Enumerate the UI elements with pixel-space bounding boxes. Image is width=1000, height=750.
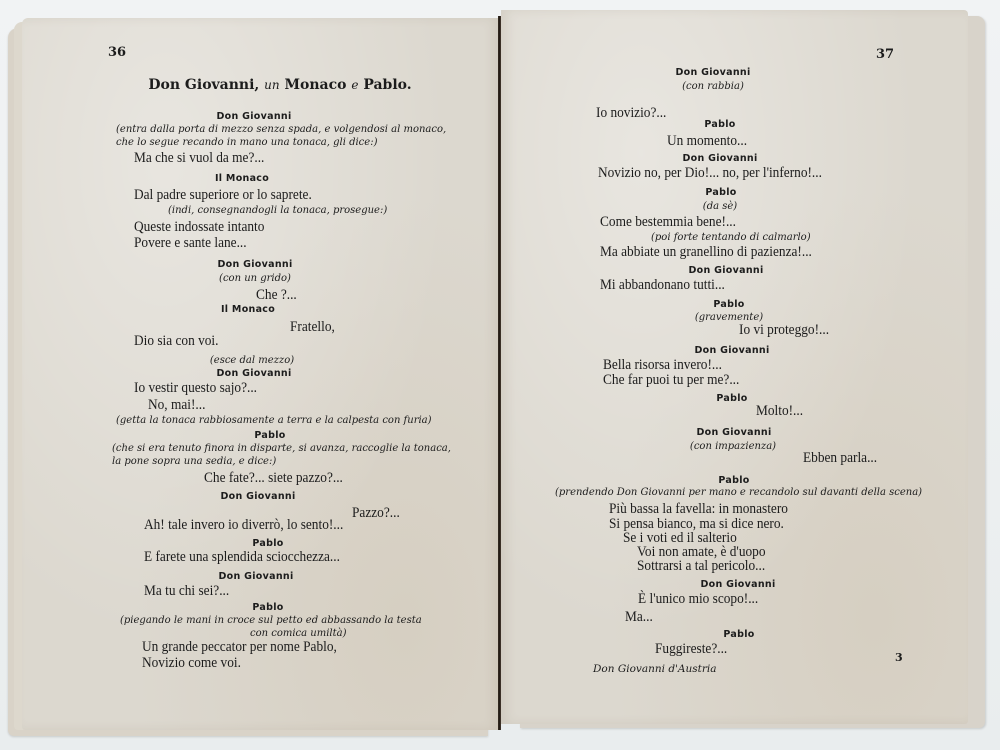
stage-direction: (con rabbia) [682,81,744,92]
signature-mark: 3 [895,651,903,664]
verse-line: Bella risorsa invero!... [603,357,722,373]
speaker-name: Pablo [718,475,750,486]
verse-line: Io vi proteggo!... [739,322,830,338]
verse-line: Un momento... [667,133,748,149]
speaker-name: Don Giovanni [216,368,292,379]
stage-direction: (piegando le mani in croce sul petto ed abbassando la testa [120,615,422,626]
verse-line: Ebben parla... [803,450,878,466]
verse-line: Voi non amate, è d'uopo [637,544,766,560]
book-gutter [498,16,501,730]
verse-line: Molto!... [756,403,804,419]
stage-direction: che lo segue recando in mano una tonaca, gli dice:) [116,137,378,148]
speaker-name: Don Giovanni [218,571,294,582]
speaker-name: Pablo [705,187,737,198]
stage-direction: la pone sopra una sedia, e dice:) [112,456,277,467]
speaker-name: Don Giovanni [675,67,751,78]
speaker-name: Pablo [254,430,286,441]
left-page [22,18,499,730]
running-footer-title: Don Giovanni d'Austria [593,663,717,675]
verse-line: Dal padre superiore or lo saprete. [134,187,312,203]
verse-line: Io vestir questo sajo?... [134,380,258,396]
verse-line: No, mai!... [148,397,206,413]
speaker-name: Don Giovanni [220,491,296,502]
speaker-name: Don Giovanni [696,427,772,438]
verse-line: Fuggireste?... [655,641,728,657]
stage-direction: (gravemente) [694,312,764,323]
stage-direction: (esce dal mezzo) [209,355,295,366]
verse-line: Si pensa bianco, ma si dice nero. [609,516,784,532]
scene-title-part: e [351,78,359,92]
verse-line: Se i voti ed il salterio [623,530,737,546]
verse-line: E farete una splendida sciocchezza... [144,549,340,565]
scene-title-part: Monaco [284,77,347,93]
scene-title-part: un [264,78,280,92]
verse-line: Ah! tale invero io diverrò, lo sento!... [144,517,344,533]
stage-direction: (entra dalla porta di mezzo senza spada, e volgendosi al monaco, [116,124,447,135]
speaker-name: Don Giovanni [694,345,770,356]
speaker-name: Il Monaco [214,173,270,184]
verse-line: Ma abbiate un granellino di pazienza!... [600,244,812,260]
speaker-name: Pablo [713,299,745,310]
speaker-name: Il Monaco [220,304,276,315]
verse-line: Povere e sante lane... [134,235,247,251]
stage-direction: (prendendo Don Giovanni per mano e recandolo sul davanti della scena) [555,487,923,498]
right-page [501,10,968,724]
stage-direction: (con un grido) [219,273,291,284]
verse-line: Queste indossate intanto [134,219,265,235]
verse-line: Novizio come voi. [142,655,241,671]
verse-line: È l'unico mio scopo!... [638,591,759,607]
verse-line: Dio sia con voi. [134,333,219,349]
verse-line: Pazzo?... [352,505,400,521]
verse-line: Fratello, [290,319,335,335]
verse-line: Mi abbandonano tutti... [600,277,725,293]
verse-line: Che ?... [256,287,297,303]
verse-line: Io novizio?... [596,105,667,121]
verse-line: Sottrarsi a tal pericolo... [637,558,766,574]
page-number: 36 [108,45,127,60]
speaker-name: Don Giovanni [688,265,764,276]
page-number: 37 [876,47,895,62]
speaker-name: Don Giovanni [216,111,292,122]
verse-line: Ma tu chi sei?... [144,583,230,599]
speaker-name: Pablo [252,538,284,549]
speaker-name: Don Giovanni [217,259,293,270]
stage-direction: con comica umiltà) [250,628,347,639]
scene-title-part: Don Giovanni, [148,77,260,93]
scene-title [148,78,411,92]
speaker-name: Pablo [716,393,748,404]
verse-line: Come bestemmia bene!... [600,214,736,230]
stage-direction: (poi forte tentando di calmarlo) [651,232,811,243]
stage-direction: (che si era tenuto finora in disparte, si avanza, raccoglie la tonaca, [112,443,451,454]
verse-line: Novizio no, per Dio!... no, per l'inferno!... [598,165,822,181]
scene-title-part: Pablo. [363,77,412,93]
speaker-name: Don Giovanni [682,153,758,164]
speaker-name: Pablo [704,119,736,130]
stage-direction: (con impazienza) [689,441,777,452]
speaker-name: Pablo [723,629,755,640]
stage-direction: (indi, consegnandogli la tonaca, prosegue:) [168,205,388,216]
verse-line: Che far puoi tu per me?... [603,372,740,388]
verse-line: Ma... [625,609,653,625]
verse-line: Un grande peccator per nome Pablo, [142,639,337,655]
stage-direction: (getta la tonaca rabbiosamente a terra e la calpesta con furia) [116,415,432,426]
verse-line: Più bassa la favella: in monastero [609,501,788,517]
speaker-name: Pablo [252,602,284,613]
speaker-name: Don Giovanni [700,579,776,590]
stage-direction: (da sè) [702,201,738,212]
verse-line: Che fate?... siete pazzo?... [204,470,343,486]
verse-line: Ma che si vuol da me?... [134,150,265,166]
